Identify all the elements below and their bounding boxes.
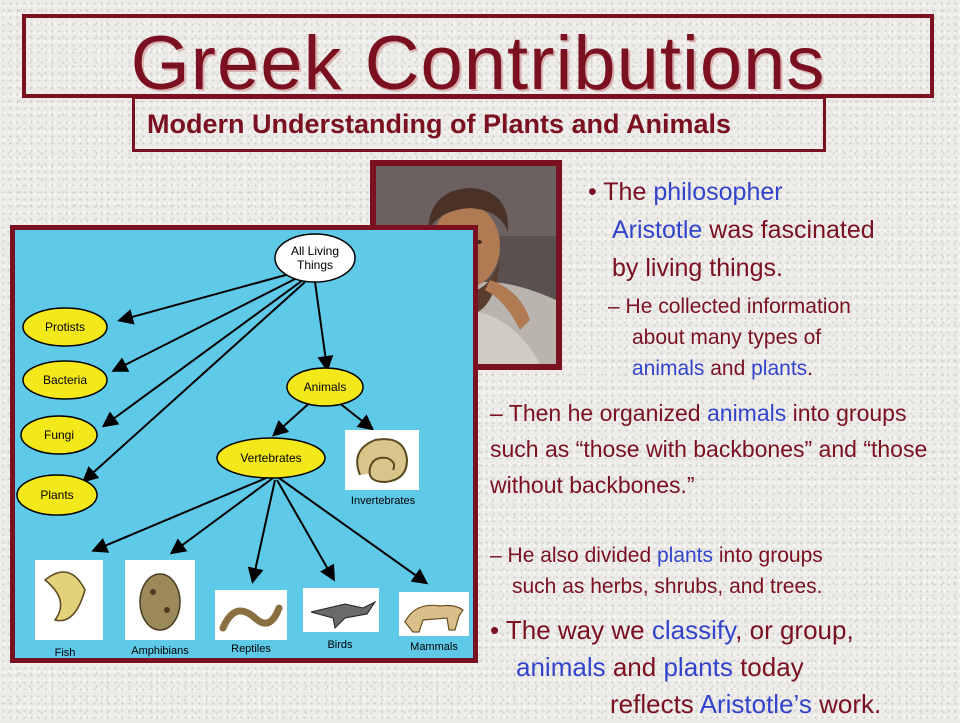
text-segment: into groups such as “those with backbones” and “those without backbones.” — [490, 400, 928, 498]
text-segment: He also divided — [507, 544, 652, 567]
subpoint-plants — [490, 540, 940, 602]
dash-marker: – — [608, 295, 620, 318]
keyword-animals: animals — [632, 357, 705, 380]
animals-label: Animals — [303, 380, 347, 394]
text-segment: was fascinated — [709, 216, 875, 244]
classification-tree — [15, 230, 473, 658]
keyword-aristotle: Aristotle’s — [699, 689, 812, 719]
slide-title: Greek Contributions — [130, 21, 826, 106]
text-segment: The way we — [505, 615, 645, 645]
fish-label: Fish — [54, 647, 76, 658]
keyword-animals: animals — [516, 652, 606, 682]
subpoint-organized — [490, 395, 940, 503]
text-segment: about many types of — [632, 326, 822, 349]
text-segment: , or group, — [735, 615, 854, 645]
keyword-classify: classify — [651, 615, 736, 645]
invertebrates-label: Invertebrates — [350, 495, 416, 507]
text-segment: Then he organized — [508, 400, 701, 426]
text-segment: into groups — [718, 544, 823, 567]
subpoint-collected — [608, 291, 938, 384]
vertebrates-label: Vertebrates — [240, 451, 302, 465]
fungi-label: Fungi — [43, 428, 75, 442]
bacteria-label: Bacteria — [42, 373, 88, 387]
keyword-animals: animals — [706, 400, 787, 426]
text-segment: and — [710, 357, 746, 380]
keyword-plants: plants — [656, 544, 714, 567]
title-frame — [22, 14, 934, 106]
text-segment: and — [612, 652, 657, 682]
bullet-aristotle — [588, 173, 954, 287]
birds-label: Birds — [327, 639, 353, 651]
dash-marker: – — [490, 400, 503, 426]
text-segment: work. — [819, 689, 882, 719]
keyword-philosopher: philosopher — [653, 178, 783, 206]
keyword-plants: plants — [663, 652, 733, 682]
diagram-panel — [15, 230, 473, 658]
root-label-line2: Things — [296, 258, 334, 272]
text-segment: today — [740, 652, 804, 682]
reptiles-label: Reptiles — [231, 643, 271, 655]
dash-marker: – — [490, 544, 502, 567]
text-segment: He collected information — [625, 295, 851, 318]
text-segment: reflects — [610, 689, 694, 719]
protists-label: Protists — [44, 320, 86, 334]
tree-arrows — [85, 273, 425, 582]
text-segment: by living things. — [612, 254, 783, 282]
classification-diagram — [10, 225, 478, 663]
slide-subtitle: Modern Understanding of Plants and Animals — [147, 109, 732, 139]
amphibians-label: Amphibians — [131, 645, 189, 657]
subtitle-frame — [132, 96, 826, 152]
bullet-marker: • — [588, 178, 597, 206]
keyword-aristotle: Aristotle — [612, 216, 703, 244]
keyword-plants: plants — [751, 357, 808, 380]
mammals-label: Mammals — [410, 641, 458, 653]
plants-label: Plants — [40, 488, 74, 502]
bullet-marker: • — [490, 615, 500, 645]
text-segment: such as herbs, shrubs, and trees. — [512, 575, 823, 598]
root-label-line1: All Living — [290, 244, 340, 258]
text-segment: The — [603, 178, 647, 206]
bullet-classify — [490, 612, 960, 723]
frog-icon — [140, 574, 180, 630]
text-segment: . — [807, 357, 813, 380]
